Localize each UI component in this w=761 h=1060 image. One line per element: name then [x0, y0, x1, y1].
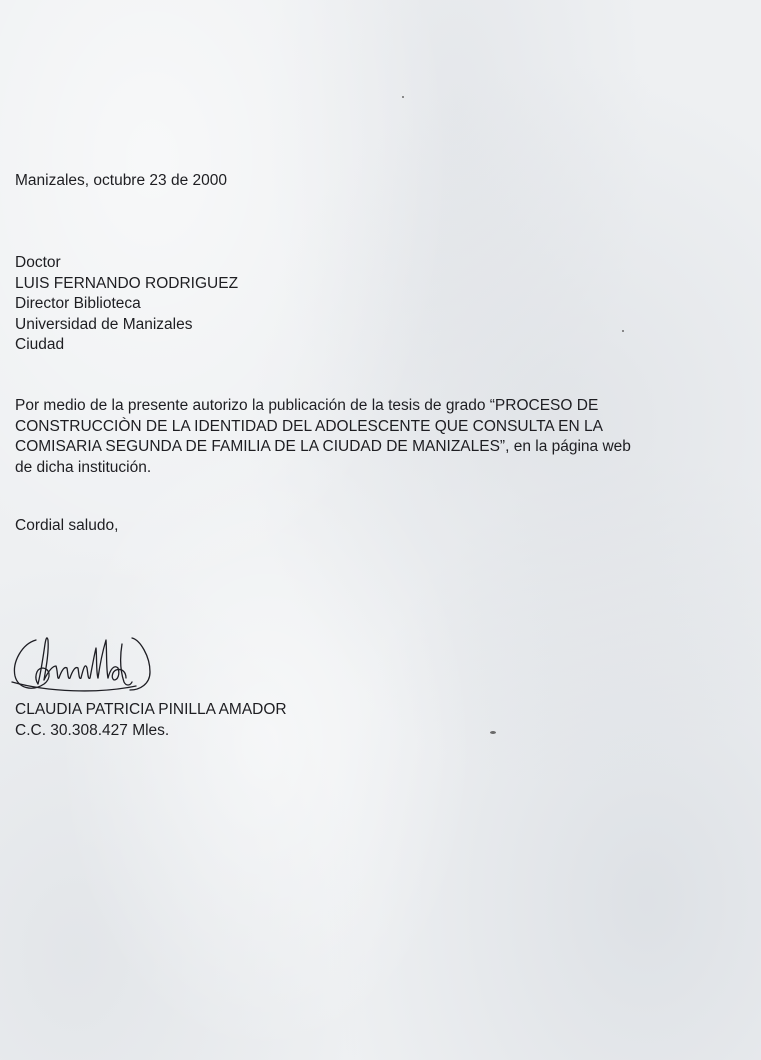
- paper-speck: [402, 96, 404, 98]
- body-line: de dicha institución.: [15, 458, 152, 476]
- signer-block: [15, 700, 287, 741]
- recipient-institution: Universidad de Manizales: [15, 315, 193, 333]
- body-line: Por medio de la presente autorizo la publicación de la tesis de grado “PROCESO DE: [15, 397, 599, 414]
- recipient-position: Director Biblioteca: [15, 295, 141, 312]
- body-line: COMISARIA SEGUNDA DE FAMILIA DE LA CIUDAD DE MANIZALES”, en la página web: [15, 438, 631, 455]
- recipient-city: Ciudad: [15, 336, 65, 353]
- signer-id: C.C. 30.308.427 Mles.: [15, 721, 170, 739]
- paper-speck: [490, 731, 496, 734]
- letter-body: [15, 396, 715, 478]
- handwritten-signature: [8, 628, 158, 698]
- body-line: CONSTRUCCIÒN DE LA IDENTIDAD DEL ADOLESCENTE QUE CONSULTA EN LA: [15, 417, 603, 435]
- recipient-name: LUIS FERNANDO RODRIGUEZ: [15, 274, 239, 292]
- closing-line: Cordial saludo,: [15, 517, 119, 534]
- date-line: Manizales, octubre 23 de 2000: [15, 172, 227, 189]
- signer-name: CLAUDIA PATRICIA PINILLA AMADOR: [15, 701, 287, 718]
- recipient-block: [15, 253, 238, 356]
- recipient-title: Doctor: [15, 254, 61, 271]
- paper-speck: [622, 330, 624, 332]
